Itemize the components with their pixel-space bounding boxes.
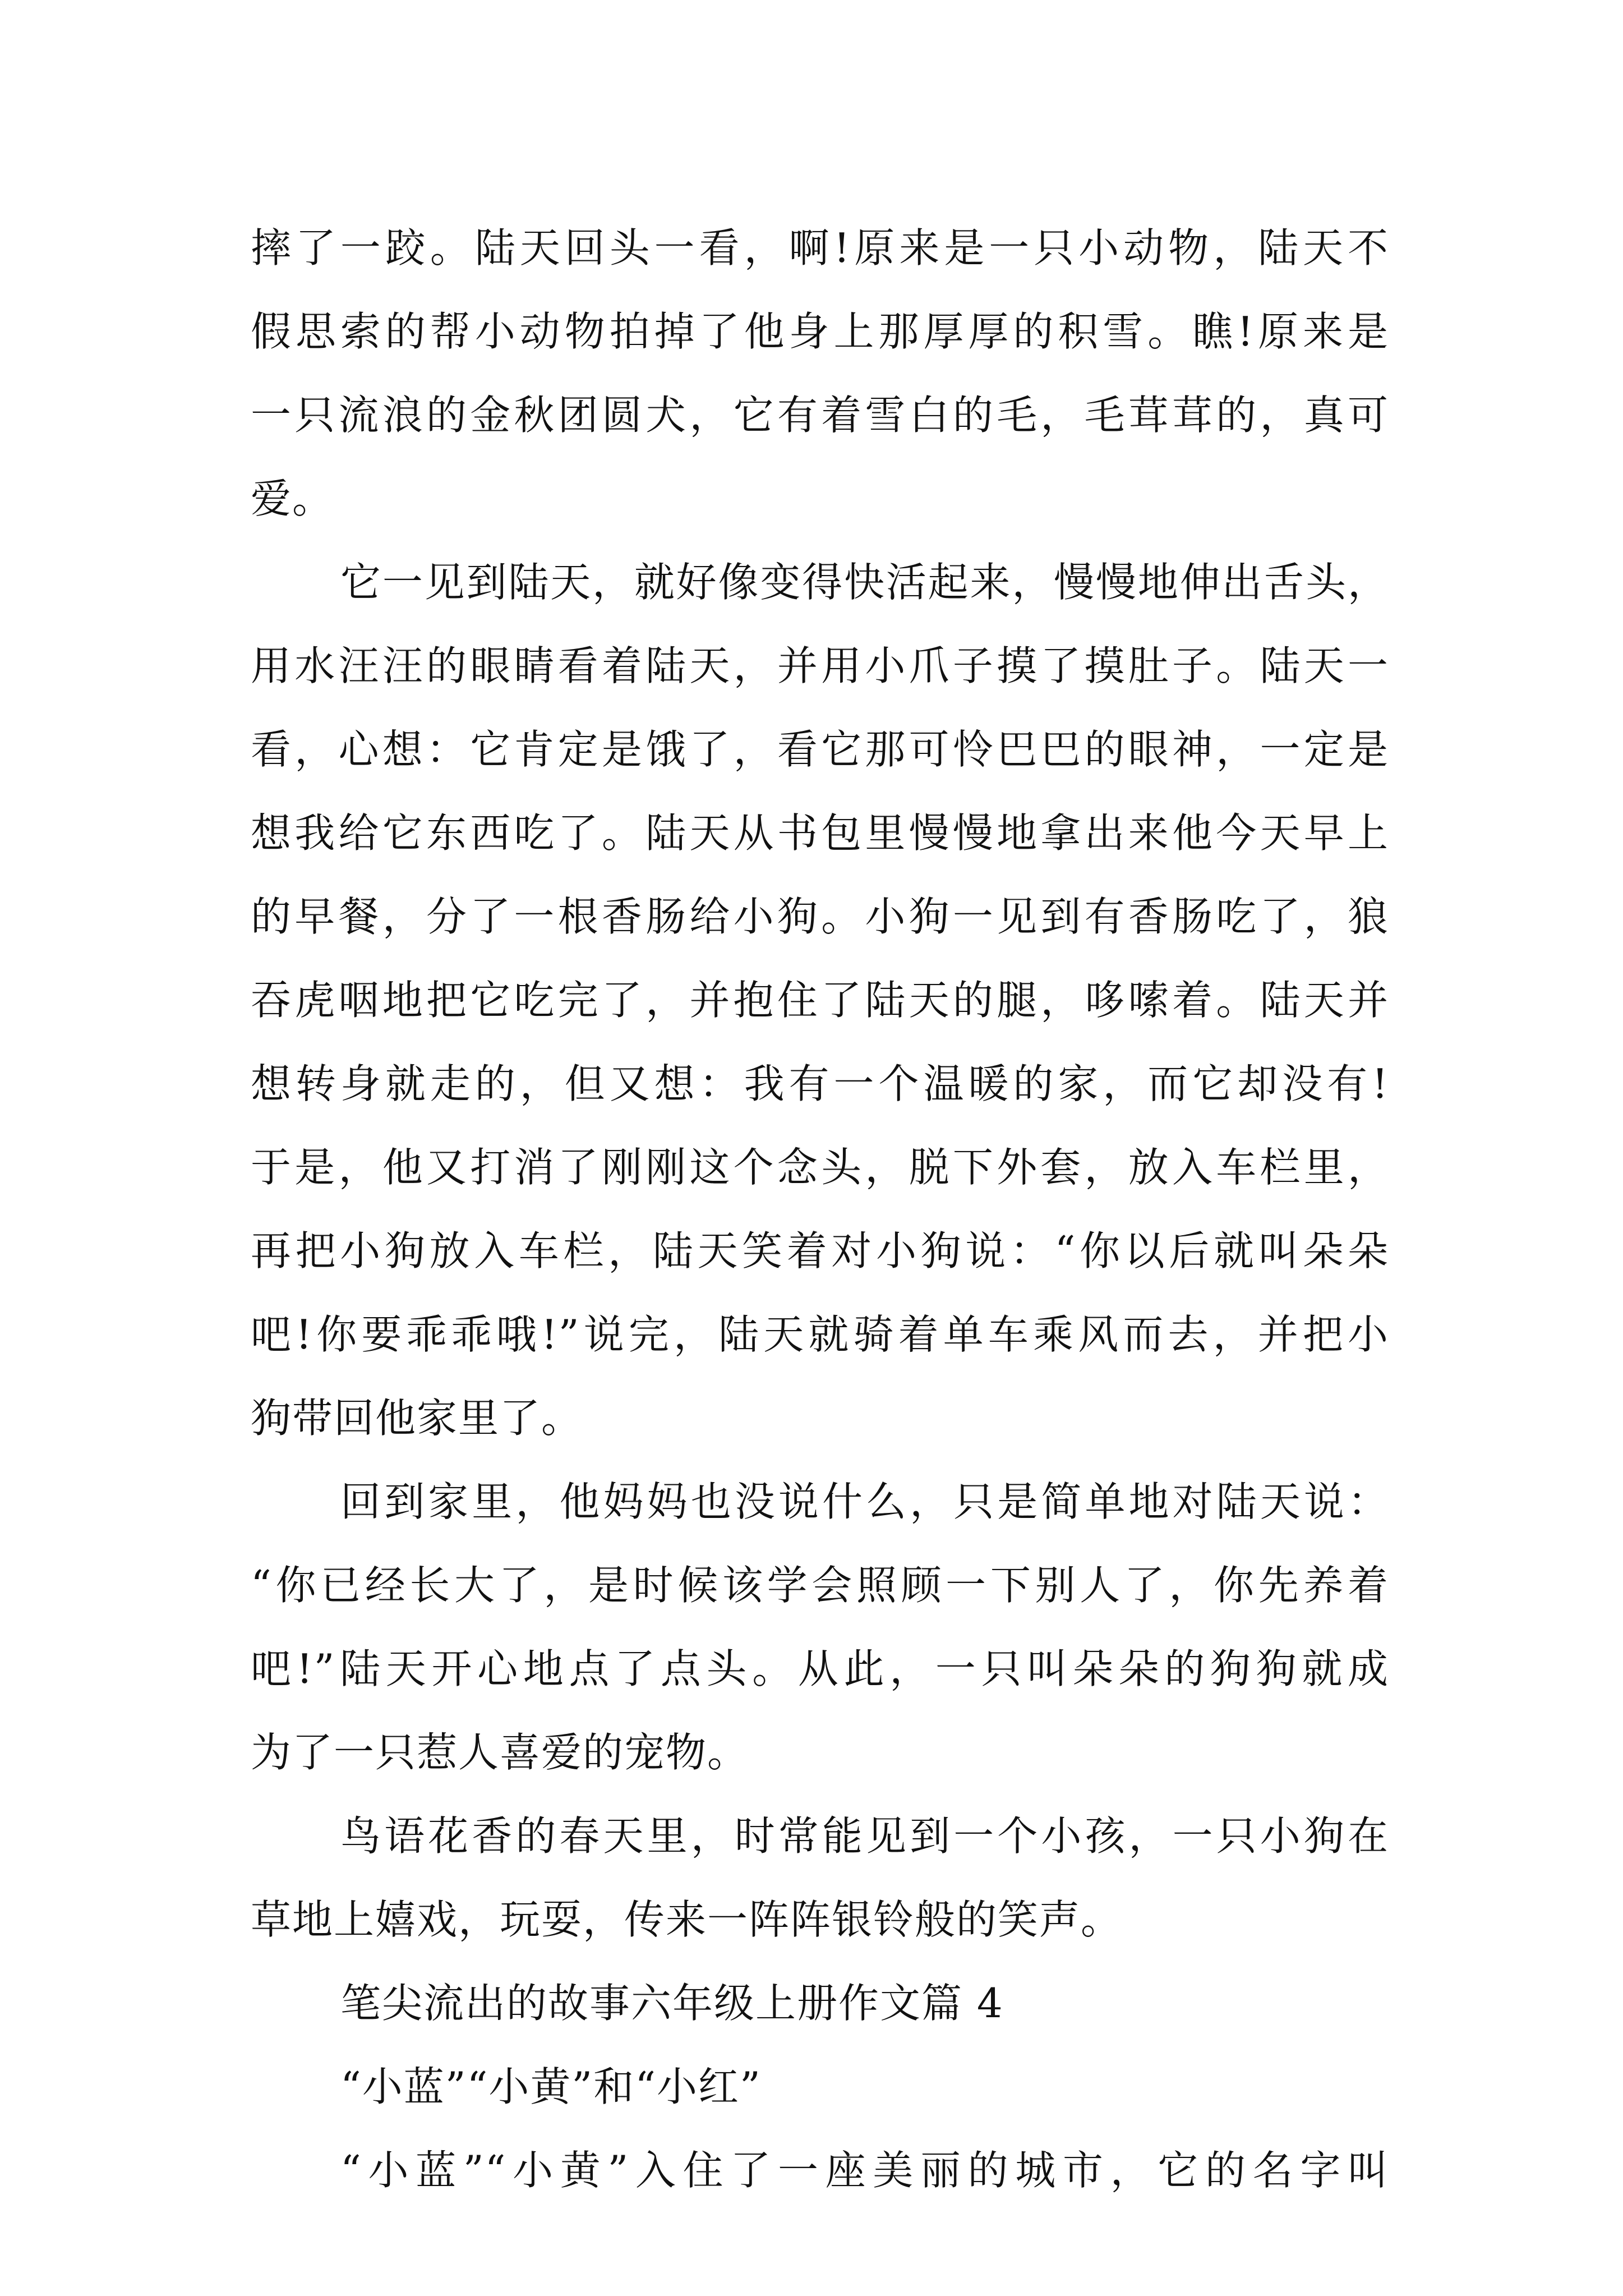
section-heading: 笔尖流出的故事六年级上册作文篇 4 bbox=[340, 1980, 1004, 2027]
text-line: 吧!”陆天开心地点了点头。从此，一只叫朵朵的狗狗就成 bbox=[251, 1645, 1389, 1692]
text-line: 看，心想：它肯定是饿了，看它那可怜巴巴的眼神，一定是 bbox=[251, 726, 1389, 773]
text-line: 用水汪汪的眼睛看着陆天，并用小爪子摸了摸肚子。陆天一 bbox=[251, 642, 1389, 689]
text-line: 爱。 bbox=[251, 475, 334, 522]
text-line: 于是，他又打消了刚刚这个念头，脱下外套，放入车栏里， bbox=[251, 1144, 1389, 1191]
text-line: “你已经长大了，是时候该学会照顾一下别人了，你先养着 bbox=[251, 1562, 1389, 1609]
paragraph-start-line: 回到家里，他妈妈也没说什么，只是简单地对陆天说： bbox=[340, 1478, 1389, 1525]
paragraph-start-line: 它一见到陆天，就好像变得快活起来，慢慢地伸出舌头， bbox=[340, 559, 1389, 606]
essay-title: “小蓝”“小黄”和“小红” bbox=[340, 2063, 762, 2110]
paragraph-start-line: “小蓝”“小黄”入住了一座美丽的城市，它的名字叫 bbox=[340, 2147, 1389, 2194]
paragraph-start-line: 鸟语花香的春天里，时常能见到一个小孩，一只小狗在 bbox=[340, 1812, 1389, 1860]
document-body bbox=[251, 206, 1389, 2212]
text-line: 吞虎咽地把它吃完了，并抱住了陆天的腿，哆嗦着。陆天并 bbox=[251, 977, 1389, 1024]
text-line: 的早餐，分了一根香肠给小狗。小狗一见到有香肠吃了，狼 bbox=[251, 893, 1389, 940]
text-line: 狗带回他家里了。 bbox=[251, 1395, 583, 1442]
text-line: 再把小狗放入车栏，陆天笑着对小狗说：“你以后就叫朵朵 bbox=[251, 1227, 1389, 1274]
text-line: 假思索的帮小动物拍掉了他身上那厚厚的积雪。瞧!原来是 bbox=[251, 308, 1389, 355]
text-line: 为了一只惹人喜爱的宠物。 bbox=[251, 1729, 749, 1776]
text-line: 摔了一跤。陆天回头一看，啊!原来是一只小动物，陆天不 bbox=[251, 224, 1389, 272]
text-line: 吧!你要乖乖哦!”说完，陆天就骑着单车乘风而去，并把小 bbox=[251, 1311, 1389, 1358]
text-line: 想我给它东西吃了。陆天从书包里慢慢地拿出来他今天早上 bbox=[251, 809, 1389, 857]
text-line: 一只流浪的金秋团圆犬，它有着雪白的毛，毛茸茸的，真可 bbox=[251, 392, 1389, 439]
text-line: 草地上嬉戏，玩耍，传来一阵阵银铃般的笑声。 bbox=[251, 1896, 1123, 1943]
text-line: 想转身就走的，但又想：我有一个温暖的家，而它却没有! bbox=[251, 1060, 1389, 1107]
